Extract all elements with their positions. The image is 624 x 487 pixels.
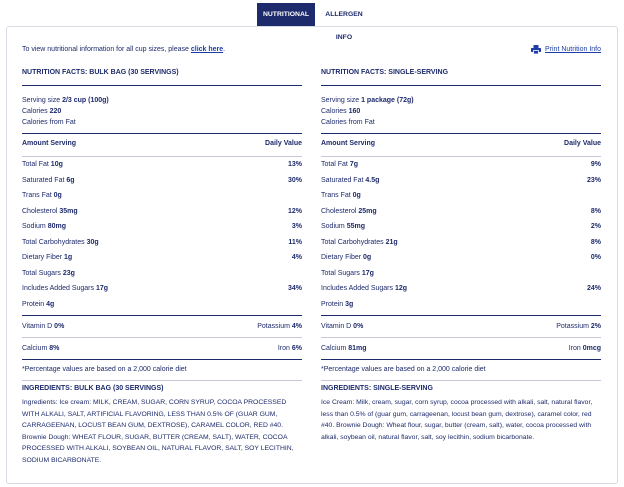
nutrient-row [321,235,601,251]
nutrient-name: Sodium [22,223,48,230]
nutrient-qty: 17g [361,269,374,277]
divider [22,380,302,381]
nutrient-name: Saturated Fat [22,176,67,184]
tab-allergen-info[interactable]: ALLERGEN INFO [325,11,363,41]
iron-label: Iron [277,345,292,352]
nutrient-name: Sodium [321,223,347,230]
click-here-link[interactable]: click here [190,46,224,53]
vitamin-d-label: Vitamin D [321,323,354,330]
calcium-label: Calcium [321,345,349,352]
serving-size-label: Serving size [22,97,63,104]
bulk-title: NUTRITION FACTS: BULK BAG (30 SERVINGS) [22,69,179,76]
nutrient-row [22,173,302,189]
nutrient-qty: 10g [50,161,63,168]
printer-icon [531,45,541,54]
nutrient-row [22,297,302,313]
calcium-value: 8% [49,345,60,352]
calories-value: 160 [348,108,361,115]
nutrient-qty: 55mg [346,223,365,230]
print-nutrition-label: Print Nutrition Info [545,46,602,53]
nutrient-dv: 12% [287,207,302,215]
potassium-label: Potassium [556,323,591,330]
nutrient-qty: 1g [64,254,73,261]
vitamin-row [321,316,601,337]
nutrient-qty: 0g [363,254,372,261]
nutrient-dv: 8% [590,238,601,246]
nutrition-facts-single [321,66,601,443]
nutrient-row [321,281,601,297]
nutrient-name: Protein [22,300,47,308]
nutrient-row [22,188,302,204]
calories-label: Calories [321,108,349,115]
nutrient-row [321,297,601,313]
vitamin-d-value: 0% [54,323,65,330]
vitamin-d-value: 0% [353,323,364,330]
tab-bar [257,3,373,41]
iron-value: 6% [291,345,302,352]
nutrient-name: Trans Fat [321,192,353,199]
nutrient-list [22,157,302,312]
calories-fat-label: Calories from Fat [22,119,76,126]
calories-label: Calories [22,108,50,115]
calcium-value: 81mg [348,345,367,352]
nutrient-row [22,235,302,251]
serving-info [321,86,601,133]
nutrient-name: Includes Added Sugars [22,285,96,292]
ingredients-title: INGREDIENTS: BULK BAG (30 SERVINGS) [22,385,164,392]
nutrient-name: Cholesterol [321,207,359,215]
calories-fat-label: Calories from Fat [321,119,375,126]
daily-value-label: Daily Value [564,140,601,147]
amount-header [22,134,302,156]
nutrient-dv: 30% [287,176,302,184]
nutrient-dv: 9% [590,161,601,168]
nutrient-row [321,188,601,204]
tab-nutritional-info[interactable]: NUTRITIONAL INFO [257,3,315,26]
potassium-value: 4% [291,323,302,330]
nutrient-qty: 0g [53,192,62,199]
nutrient-name: Total Sugars [22,269,63,277]
nutrient-dv: 24% [586,285,601,292]
nutrient-row [22,204,302,220]
nutrient-dv: 3% [291,223,302,230]
serving-size-label: Serving size [321,97,362,104]
nutrient-name: Dietary Fiber [22,254,65,261]
nutrient-qty: 12g [394,285,408,292]
intro-label: To view nutritional information for all cup sizes, please [22,46,191,53]
nutrient-qty: 25mg [358,207,377,215]
nutrient-row [321,250,601,266]
nutrient-qty: 21g [385,238,398,246]
divider [321,380,601,381]
nutrient-dv: 11% [288,238,302,246]
nutrient-dv: 4% [291,254,302,261]
nutrient-dv: 8% [590,207,601,215]
nutrient-qty: 35mg [59,207,78,215]
nutrient-row [321,266,601,282]
nutrient-name: Trans Fat [22,192,54,199]
calcium-label: Calcium [22,345,50,352]
nutrient-name: Saturated Fat [321,176,366,184]
calories-value: 220 [49,108,62,115]
nutrient-row [22,266,302,282]
single-title: NUTRITION FACTS: SINGLE-SERVING [321,69,449,76]
amount-label: Amount Serving [22,140,77,147]
mineral-row [22,338,302,359]
ingredients-text: Ice Cream: Milk, cream, sugar, corn syrup, cocoa processed with alkali, salt, natural flavor, less than 0.5% of (guar gum, carrageenan, locust bean gum, dextrose), caramel color, red #40. Brownie Dough: Wheat flour, sugar, butter (cream, salt), water, cocoa processed with alkali, soybean oil, natural flavor, salt, soy lecithin, sodium bicarbonate. [321,399,593,441]
footnote: *Percentage values are based on a 2,000 calorie diet [22,366,187,373]
nutrient-list [321,157,601,312]
potassium-value: 2% [590,323,601,330]
nutrient-row [22,281,302,297]
nutrient-qty: 7g [349,161,358,168]
amount-header [321,134,601,156]
mineral-row [321,338,601,359]
nutrient-row [22,219,302,235]
nutrient-row [22,157,302,173]
vitamin-row [22,316,302,337]
potassium-label: Potassium [257,323,292,330]
nutrient-name: Total Carbohydrates [22,238,87,246]
nutrient-name: Total Sugars [321,269,362,277]
nutrient-name: Total Fat [22,161,51,168]
nutrient-row [22,250,302,266]
iron-label: Iron [568,345,583,352]
nutrient-qty: 0g [352,192,361,199]
serving-size-value: 2/3 cup (100g) [62,97,109,104]
nutrient-qty: 17g [95,285,109,292]
intro-suffix: . [223,46,226,53]
nutrient-dv: 13% [287,161,302,168]
nutrient-qty: 23g [62,269,75,277]
serving-info [22,86,302,133]
nutrient-name: Total Carbohydrates [321,238,386,246]
daily-value-label: Daily Value [265,140,302,147]
nutrient-dv: 2% [590,223,601,230]
nutrient-row [321,204,601,220]
iron-value: 0mcg [582,345,601,352]
nutrient-qty: 30g [86,238,99,246]
nutrient-dv: 0% [590,254,601,261]
ingredients-title: INGREDIENTS: SINGLE-SERVING [321,385,433,392]
nutrient-row [321,219,601,235]
nutrient-row [321,173,601,189]
nutrient-name: Total Fat [321,161,350,168]
nutrient-dv: 23% [586,176,601,184]
nutrient-qty: 3g [345,300,354,308]
nutrient-qty: 6g [66,176,75,184]
ingredients-text: Ingredients: Ice cream: MILK, CREAM, SUGAR, CORN SYRUP, COCOA PROCESSED WITH ALKALI, SALT, ARTIFICIAL FLAVORING, LESS THAN 0.5% OF (GUAR GUM, CARRAGEENAN, LOCUST BEAN GUM, DEXTROSE), CARAMEL COLOR, RED #40. Brownie Dough: WHEAT FLOUR, SUGAR, BUTTER (CREAM, SALT), WATER, COCOA PROCESSED WITH ALKALI, SOYBEAN OIL, NATURAL FLAVOR, SALT, SOY LECITHIN, SODIUM BICARBONATE. [22,399,294,464]
nutrient-qty: 4.5g [365,176,380,184]
nutrition-facts-bulk [22,66,302,466]
nutrient-name: Includes Added Sugars [321,285,395,292]
serving-size-value: 1 package (72g) [361,97,414,104]
nutrient-name: Cholesterol [22,207,60,215]
nutrient-row [321,157,601,173]
nutrient-name: Protein [321,300,346,308]
footnote: *Percentage values are based on a 2,000 calorie diet [321,366,486,373]
amount-label: Amount Serving [321,140,376,147]
nutrient-name: Dietary Fiber [321,254,364,261]
vitamin-d-label: Vitamin D [22,323,55,330]
nutrient-qty: 4g [46,300,55,308]
print-nutrition-link[interactable] [531,45,601,54]
intro-text [22,46,225,53]
nutrient-dv: 34% [287,285,302,292]
nutrient-qty: 80mg [47,223,66,230]
